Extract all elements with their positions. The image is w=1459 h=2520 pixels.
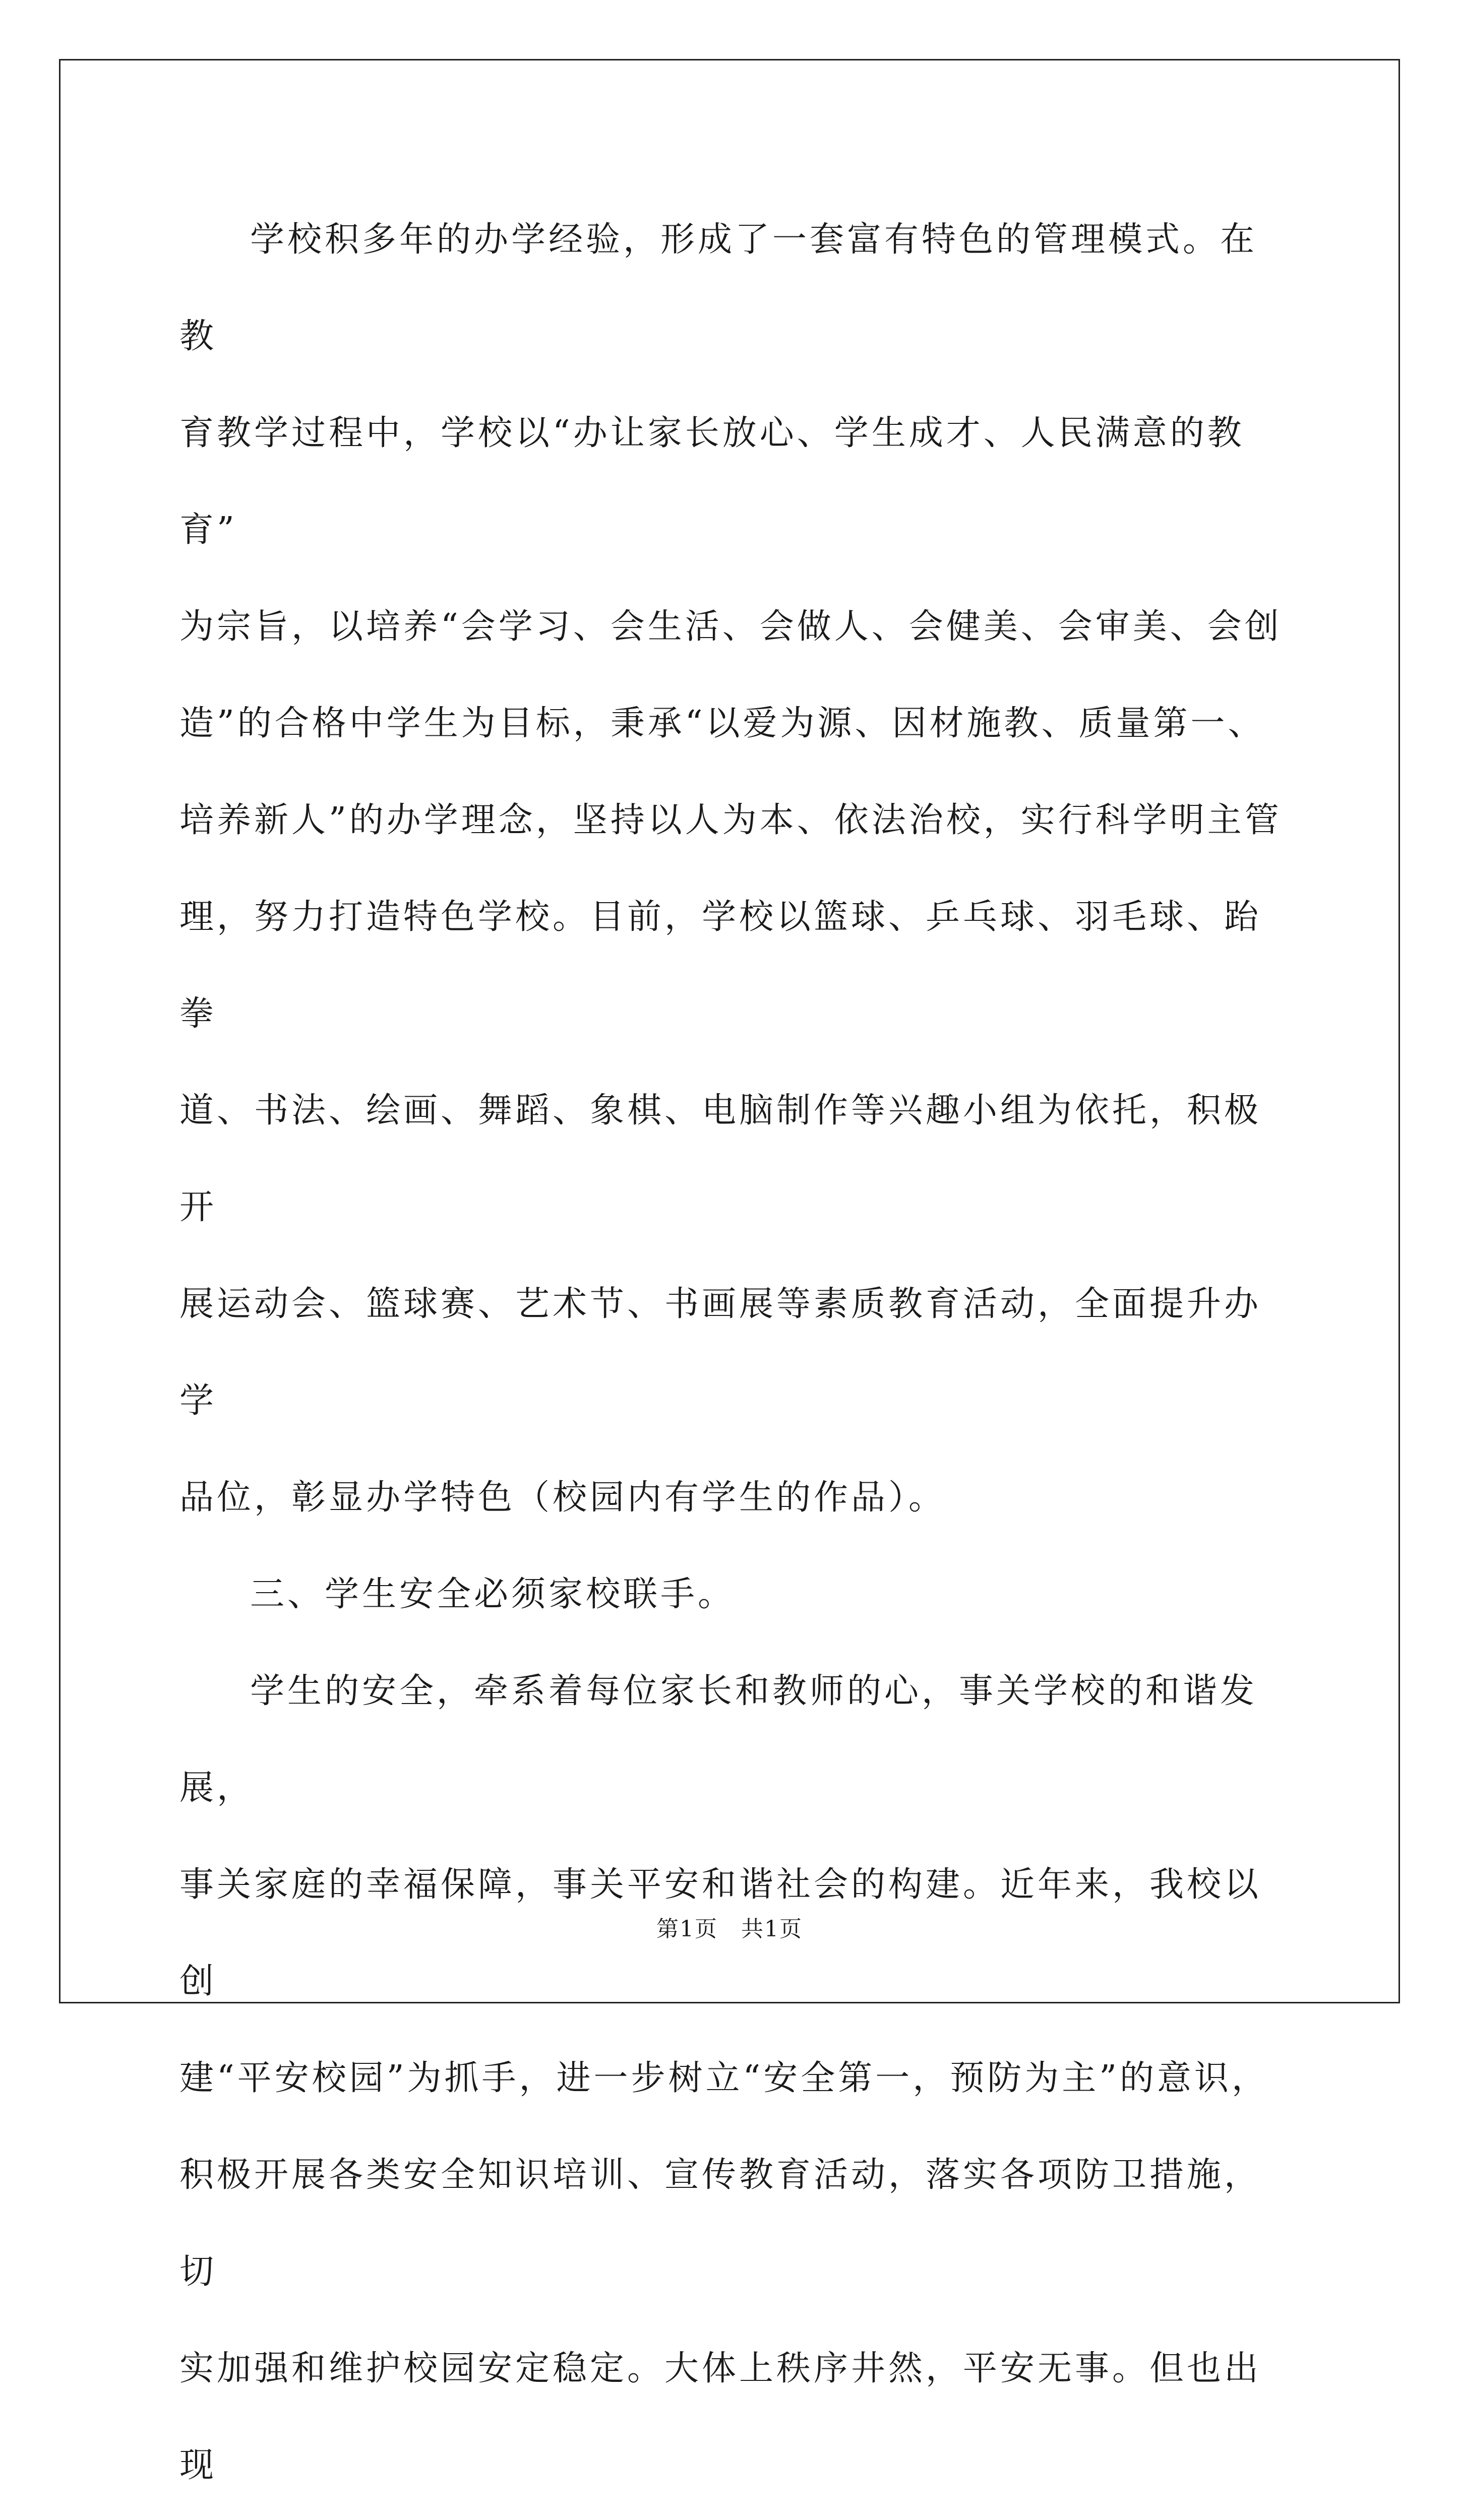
paragraph-school-management: 学校积多年的办学经验，形成了一套富有特色的管理模式。在教 育教学过程中，学校以“办让家长放心、学生成才、人民满意的教育” 为宗旨，以培养“会学习、会生活、会做人、会健美、会审美、会创 造”的合格中学生为目标，秉承“以爱为源、因材施教、质量第一、 培养新人”的办学理念，坚持以人为本、依法治校，实行科学明主管 理，努力打造特色学校。目前，学校以篮球、乒乓球、羽毛球、跆拳 道、书法、绘画、舞蹈、象棋、电脑制作等兴趣小组为依托，积极开 展运动会、篮球赛、艺术节、书画展等素质教育活动，全面提升办学 品位，彰显办学特色（校园内有学生的作品）。	[179, 220, 1282, 1518]
section-heading-safety: 三、学生安全必须家校联手。	[250, 1574, 736, 1614]
document-body	[179, 192, 1289, 2520]
page-number-footer: 第1页 共1页	[656, 1916, 803, 1942]
paragraph-student-safety: 学生的安全，牵系着每位家长和教师的心，事关学校的和谐发展， 事关家庭的幸福保障，事关平安和谐社会的构建。近年来，我校以创 建“平安校园”为抓手，进一步树立“安全第一，预防为主”的意识， 积极开展各类安全知识培训、宣传教育活动，落实各项防卫措施，切 实加强和维护校园安定稳定。大体上秩序井然，平安无事。但也出现	[179, 1671, 1269, 2485]
